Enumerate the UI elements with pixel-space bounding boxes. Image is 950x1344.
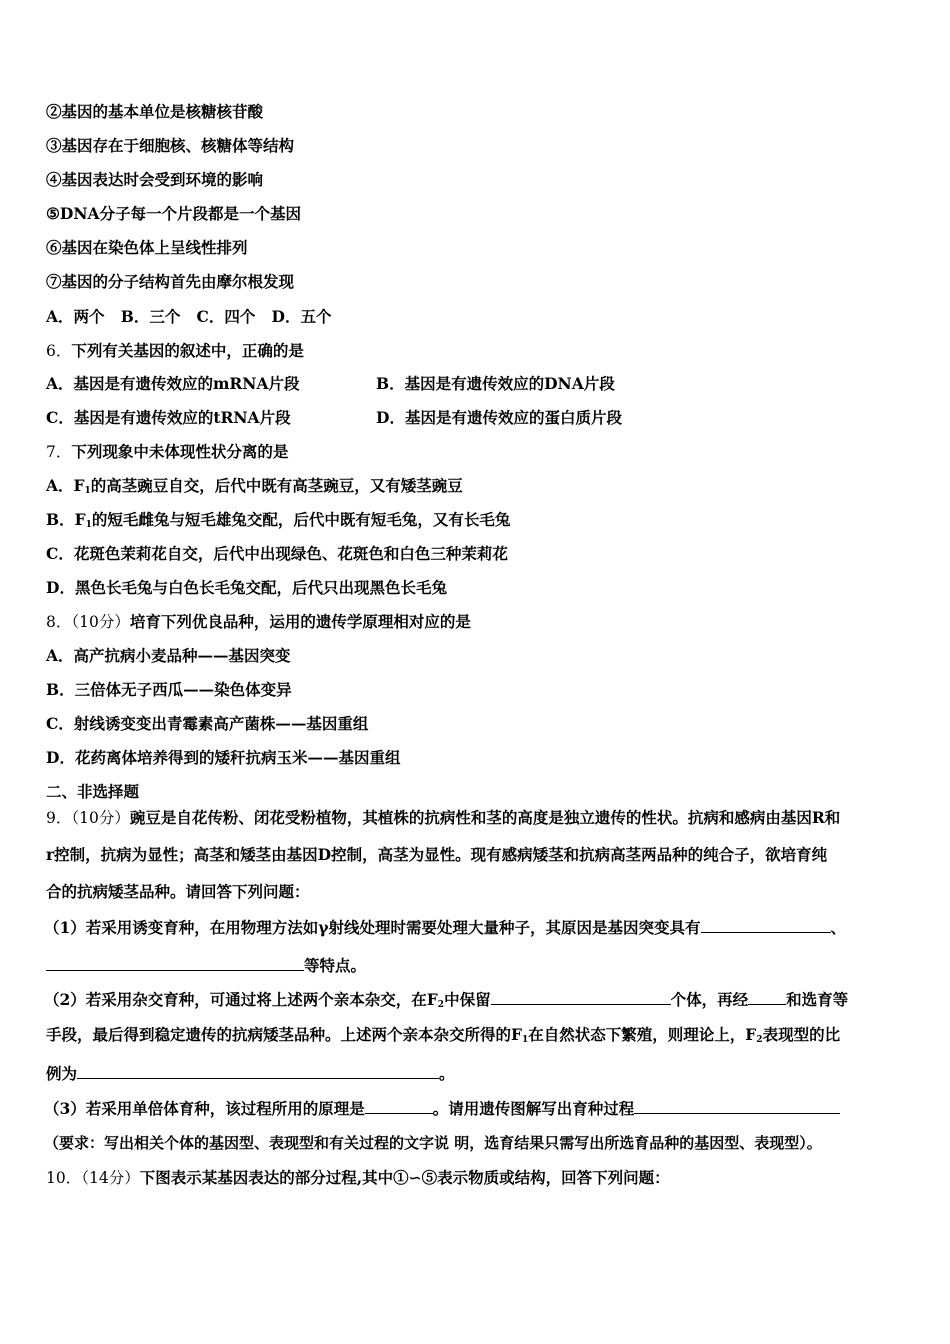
q9-p2-g: 表现型的比 <box>762 1025 841 1044</box>
q7-stem <box>46 442 288 462</box>
q10-stem <box>46 1168 670 1188</box>
q7-b-sub: 1 <box>85 520 92 530</box>
statement-4: ④基因表达时会受到环境的影响 <box>46 170 264 189</box>
q9-p2-c: 个体，再经 <box>670 990 749 1009</box>
answer-blank[interactable] <box>46 954 304 971</box>
q7-stem-text: 下列现象中未体现性状分离的是 <box>71 442 289 461</box>
q6-option-b: B．基因是有遗传效应的DNA片段 <box>376 374 615 393</box>
q8-option-a: A．高产抗病小麦品种——基因突变 <box>46 646 291 665</box>
q9-part3-req: （要求：写出相关个体的基因型、表现型和有关过程的文字说 明，选育结果只需写出所选育品种的基因型、表现型）。 <box>44 1134 822 1152</box>
q7-b-post: 的短毛雌兔与短毛雄兔交配，后代中既有短毛兔，又有长毛兔 <box>91 510 511 529</box>
q8-stem <box>46 612 471 632</box>
q10-stem-text: 下图表示某基因表达的部分过程,其中①∽⑤表示物质或结构，回答下列问题： <box>139 1168 670 1187</box>
q9-p2-d: 和选育等 <box>786 990 849 1009</box>
q9-line1-text: 豌豆是自花传粉、闭花受粉植物，其植株的抗病性和茎的高度是独立遗传的性状。抗病和感病由基因R和 <box>129 808 841 827</box>
q10-number: 10． <box>46 1169 82 1187</box>
q7-option-d: D．黑色长毛兔与白色长毛兔交配，后代只出现黑色长毛兔 <box>46 578 447 597</box>
q9-p2-i: 。 <box>439 1064 455 1083</box>
statement-3: ③基因存在于细胞核、核糖体等结构 <box>46 136 295 155</box>
answer-blank[interactable] <box>748 988 786 1005</box>
answer-blank[interactable] <box>491 988 671 1005</box>
q9-line3: 合的抗病矮茎品种。请回答下列问题： <box>46 882 310 901</box>
q6-option-a: A．基因是有遗传效应的mRNA片段 <box>46 374 300 393</box>
q8-option-c: C．射线诱变变出青霉素高产菌株——基因重组 <box>46 714 369 733</box>
q5-options: A．两个 B．三个 C．四个 D．五个 <box>46 307 332 326</box>
answer-blank[interactable] <box>365 1097 433 1114</box>
q7-option-b <box>46 510 510 530</box>
q8-option-b: B．三倍体无子西瓜——染色体变异 <box>46 680 292 699</box>
q6-options-row1 <box>46 374 906 394</box>
q9-p2-f: 在自然状态下繁殖，则理论上，F <box>528 1025 757 1044</box>
q6-options-row2 <box>46 408 906 428</box>
q9-p3-a: （3）若采用单倍体育种，该过程所用的原理是 <box>44 1099 365 1118</box>
q9-part2-line3 <box>46 1062 455 1084</box>
q9-part3 <box>44 1097 840 1119</box>
q10-score: （14分） <box>81 1169 140 1187</box>
answer-blank[interactable] <box>634 1097 840 1114</box>
q7-a-pre: A．F <box>46 476 85 495</box>
statement-7: ⑦基因的分子结构首先由摩尔根发现 <box>46 272 295 291</box>
q6-option-d: D．基因是有遗传效应的蛋白质片段 <box>376 408 622 427</box>
q9-part2 <box>44 988 848 1010</box>
q9-p3-b: 。请用遗传图解写出育种过程 <box>432 1099 635 1118</box>
q9-p2-f-sub: 2 <box>756 1035 763 1045</box>
q6-stem <box>46 341 304 361</box>
q9-part2-line2 <box>46 1025 840 1045</box>
q9-part1 <box>44 916 846 938</box>
q8-stem-text: 培育下列优良品种，运用的遗传学原理相对应的是 <box>129 612 471 631</box>
q9-p1-end: 等特点。 <box>304 956 367 975</box>
q9-p2-a: （2）若采用杂交育种，可通过将上述两个亲本杂交，在F <box>44 990 438 1009</box>
q7-number: 7． <box>46 443 72 461</box>
q6-stem-text: 下列有关基因的叙述中，正确的是 <box>71 341 304 360</box>
q7-a-sub: 1 <box>84 486 91 496</box>
q7-option-a <box>46 476 463 496</box>
q6-option-c: C．基因是有遗传效应的tRNA片段 <box>46 408 291 427</box>
q9-line1 <box>46 808 840 828</box>
q9-p1-sep: 、 <box>830 918 847 937</box>
statement-6: ⑥基因在染色体上呈线性排列 <box>46 238 248 257</box>
q9-line2: r控制，抗病为显性；高茎和矮茎由基因D控制，高茎为显性。现有感病矮茎和抗病高茎两品种的纯合子，欲培育纯 <box>46 845 828 864</box>
q9-part1-cont <box>46 954 366 976</box>
statement-2: ②基因的基本单位是核糖核苷酸 <box>46 102 264 121</box>
q9-p2-a-sub: 2 <box>437 1000 445 1010</box>
q9-p2-h: 例为 <box>46 1064 78 1083</box>
q7-a-post: 的高茎豌豆自交，后代中既有高茎豌豆，又有矮茎豌豆 <box>90 476 463 495</box>
q8-option-d: D．花药离体培养得到的矮秆抗病玉米——基因重组 <box>46 748 401 767</box>
section-heading: 二、非选择题 <box>46 782 140 801</box>
q6-number: 6． <box>46 342 72 360</box>
q9-number: 9． <box>46 809 72 827</box>
statement-5: ⑤DNA分子每一个片段都是一个基因 <box>46 204 302 223</box>
q9-p1-text: （1）若采用诱变育种，在用物理方法如γ射线处理时需要处理大量种子，其原因是基因突变具有 <box>44 918 701 937</box>
answer-blank[interactable] <box>701 916 831 933</box>
q9-p2-b: 中保留 <box>444 990 491 1009</box>
q8-score: （10分） <box>71 613 130 631</box>
q9-score: （10分） <box>71 809 130 827</box>
q9-p2-e: 手段，最后得到稳定遗传的抗病矮茎品种。上述两个亲本杂交所得的F <box>46 1025 523 1044</box>
q9-p2-e-sub: 1 <box>522 1035 529 1045</box>
q7-option-c: C．花斑色茉莉花自交，后代中出现绿色、花斑色和白色三种茉莉花 <box>46 544 508 563</box>
answer-blank[interactable] <box>77 1062 439 1079</box>
q8-number: 8． <box>46 613 72 631</box>
q7-b-pre: B．F <box>46 510 86 529</box>
